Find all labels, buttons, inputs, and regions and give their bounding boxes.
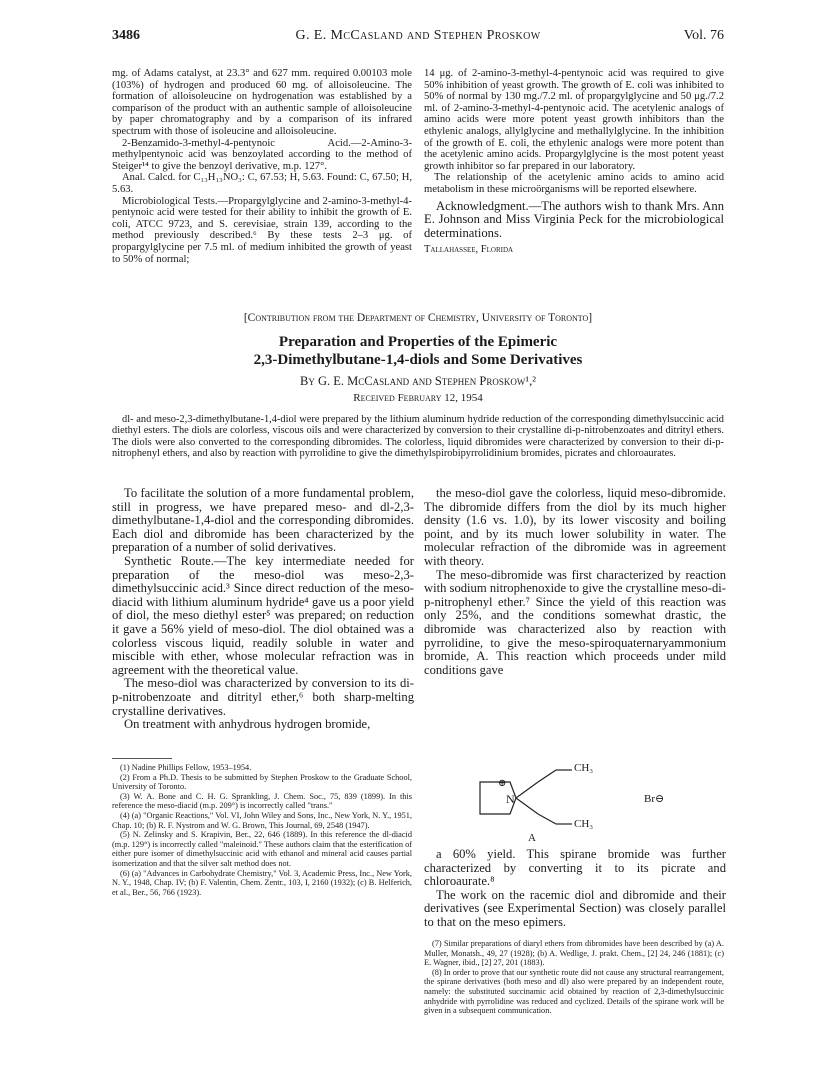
methyl-bottom: CH₃ xyxy=(574,818,594,830)
footnotes-left xyxy=(112,763,412,897)
paragraph: The work on the racemic diol and dibromide and their derivatives (see Experimental Section) was closely parallel to that on the meso epimers. xyxy=(424,887,726,929)
byline: By G. E. McCasland and Stephen Proskow¹,² xyxy=(300,374,536,388)
body-right-bottom xyxy=(424,848,726,930)
abstract xyxy=(112,414,724,460)
footnote-rule xyxy=(112,758,172,759)
volume-number: Vol. 76 xyxy=(683,28,724,43)
body-left-column xyxy=(112,487,414,732)
paragraph: Microbiological Tests.—Propargylglycine and 2-amino-3-methyl-4-pentynoic acid were tested for their ability to inhibit the growth of E. coli, ATCC 9723, and S. cerevisiae, strain 139, according to the method previously described.⁶ By these tests 2–3 μg. of propargylglycine per 7.5 ml. of medium inhibited the growth of yeast to 50% of normal; xyxy=(112,195,412,265)
paragraph: 2-Benzamido-3-methyl-4-pentynoic Acid.—2-Amino-3-methylpentynoic acid was benzoylated according to the method of Steiger¹⁴ to give the benzoyl derivative, m.p. 127°. xyxy=(112,137,412,172)
paragraph: The relationship of the acetylenic amino acids to amino acid metabolism in these microörganisms will be reported elsewhere. xyxy=(424,172,724,195)
footnotes-right xyxy=(424,939,724,1016)
article-title xyxy=(112,333,724,369)
footnote: (1) Nadine Phillips Fellow, 1953–1954. xyxy=(120,763,252,772)
paragraph: Synthetic Route.—The key intermediate needed for preparation of the meso-diol was meso-2,3-dimethylsuccinic acid.³ Since direct reduction of the meso-diacid with lithium aluminum hydride⁴ gave us a poor yield of diol, the meso diethyl ester⁵ was prepared; on reduction it gave a 56% yield of meso-diol. The diol obtained was a colorless viscous liquid, readily soluble in water and miscible with ether, whose molecular refraction was in agreement with the theoretical value. xyxy=(112,553,414,677)
footnote: (3) W. A. Bone and C. H. G. Sprankling, J. Chem. Soc., 75, 839 (1899). In this reference the meso-diacid (m.p. 209°) is incorrectly called "trans." xyxy=(112,791,412,811)
structure-label: A xyxy=(528,832,536,844)
footnote: (5) N. Zelinsky and S. Krapivin, Ber., 22, 646 (1889). In this reference the dl-diacid (m.p. 129°) is incorrectly called "maleinoid." These authors claim that the esterification of either pure isomer of dimethylsuccinic acid with ethanol and mineral acid causes partial isomerization and that the silver salt method does not. xyxy=(112,830,412,868)
plus-charge: ⊕ xyxy=(498,778,507,789)
paragraph: mg. of Adams catalyst, at 23.3° and 627 mm. required 0.00103 mole (103%) of hydrogen and produced 60 mg. of alloisoleucine. The formation of alloisoleucine on hydrogenation was established by a comparison of the product with an authentic sample of alloisoleucine by paper chromatography and by a comparison of its infrared spectrum with those of isoleucine and alloisoleucine. xyxy=(112,68,412,137)
body-right-column xyxy=(424,487,726,677)
footnote: (6) (a) "Advances in Carbohydrate Chemistry," Vol. 3, Academic Press, Inc., New York, N. Y., 1948, Chap. IV; (b) F. Valentin, Chem. Zentr., 103, I, 2160 (1932); (c) B. Helferich, et al., Ber., 56, 766 (1923). xyxy=(112,868,412,897)
paragraph: The meso-dibromide was first characterized by reaction with sodium nitrophenoxide to give the crystalline meso-di-p-nitrophenyl ether.⁷ Since the yield of this reaction was only 25%, and the conditions somewhat drastic, the dibromide was characterized also by reaction with pyrrolidine, to give the meso-spiroquaternaryammonium bromide, A. This reaction which proceeds under mild conditions gave xyxy=(424,567,726,677)
acknowledgment xyxy=(424,200,724,241)
paragraph: Anal. Calcd. for C₁₃H₁₃NO₃: C, 67.53; H, 5.63. Found: C, 67.50; H, 5.63. xyxy=(112,172,412,195)
footnote: (2) From a Ph.D. Thesis to be submitted by Stephen Proskow to the Graduate School, University of Toronto. xyxy=(112,772,412,792)
top-right-column xyxy=(424,68,724,256)
footnote: (8) In order to prove that our synthetic route did not cause any structural rearrangement, the spirane derivatives (both meso and dl) also were prepared by an independent route, namely: the substituted succinamic acid obtained by reaction of 2,3-dimethylsuccinic anhydride with pyrrolidine was reduced and cyclized. Details of the spirane work will be given in a subsequent communication. xyxy=(424,967,724,1016)
paragraph: a 60% yield. This spirane bromide was further characterized by converting it to its picrate and chloroaurate.⁸ xyxy=(424,847,726,889)
received-date: Received February 12, 1954 xyxy=(353,392,483,404)
methyl-top: CH₃ xyxy=(574,762,594,774)
running-header xyxy=(112,28,724,48)
title-line-1: Preparation and Properties of the Epimeric xyxy=(278,334,558,350)
paragraph: 14 μg. of 2-amino-3-methyl-4-pentynoic acid was required to give 50% inhibition of yeast growth. The growth of E. coli was inhibited to 50% of normal by 130 mg./7.2 ml. of propargylglycine and 50 μg./7.2 ml. of 2-amino-3-methyl-4-pentynoic acid. The acetylenic analogs of amino acids were more potent yeast growth inhibitors than the ethylenic analogs, allylglycine and methallylglycine. In the inhibition of the growth of E. coli, the ethylenic analogs were more potent than the acetylenic amino acids. Propargylglycine is the most potent yeast growth inhibitor so far prepared in our laboratory. xyxy=(424,68,724,172)
paragraph: the meso-diol gave the colorless, liquid meso-dibromide. The dibromide differs from the diol by its much higher density (1.6 vs. 1.0), by its lower viscosity and boiling point, and by its much lower solubility in water. The molecular refraction of the dibromide was in agreement with theory. xyxy=(424,486,726,568)
paragraph: The meso-diol was characterized by conversion to its di-p-nitrobenzoate and ditrityl ether,⁶ both sharp-melting crystalline derivatives. xyxy=(112,676,414,718)
location: Tallahassee, Florida xyxy=(424,244,514,256)
footnote: (4) (a) "Organic Reactions," Vol. VI, John Wiley and Sons, Inc., New York, N. Y., 1951, Chap. 10; (b) R. F. Nystrom and W. G. Brown, This Journal, 69, 2548 (1947). xyxy=(112,810,412,830)
running-authors: G. E. McCasland and Stephen Proskow xyxy=(295,28,541,43)
acknowledgment-text: Acknowledgment.—The authors wish to thank Mrs. Ann E. Johnson and Miss Virginia Peck for the microbiological determinations. xyxy=(424,198,724,240)
nitrogen-label: N xyxy=(506,792,515,806)
contribution-line: [Contribution from the Department of Chemistry, University of Toronto] xyxy=(243,312,593,324)
structure-diagram xyxy=(460,760,700,844)
abstract-text: dl- and meso-2,3-dimethylbutane-1,4-diol were prepared by the lithium aluminum hydride reduction of the corresponding dimethylsuccinic acid diethyl esters. The diols are colorless, viscous oils and were characterized by conversion to their crystalline di-p-nitrobenzoates and ditrityl ethers. The diols were also converted to the corresponding dibromides. The colorless, liquid dibromides were characterized by conversion to their di-p-nitrophenyl ethers, and also by reaction with pyrrolidine to give the dimethylspirobipyrrolidinium bromides, picrates and chloroaurates. xyxy=(112,414,724,460)
page-number: 3486 xyxy=(112,28,140,43)
top-left-column xyxy=(112,68,412,265)
title-line-2: 2,3-Dimethylbutane-1,4-diols and Some Derivatives xyxy=(253,352,583,368)
bromide-ion: Br⊖ xyxy=(644,793,665,805)
paragraph: To facilitate the solution of a more fundamental problem, still in progress, we have prepared meso- and dl-2,3-dimethylbutane-1,4-diol and the corresponding dibromides. Each diol and dibromide has been characterized by the preparation of a number of solid derivatives. xyxy=(112,486,414,555)
footnote: (7) Similar preparations of diaryl ethers from dibromides have been described by (a) A. Muller, Monatsh., 49, 27 (1928); (b) A. Wedlige, J. prakt. Chem., [2] 24, 246 (1881); (c) E. Wagner, ibid., [2] 27, 201 (1883). xyxy=(424,939,724,968)
paragraph: On treatment with anhydrous hydrogen bromide, xyxy=(124,717,371,732)
